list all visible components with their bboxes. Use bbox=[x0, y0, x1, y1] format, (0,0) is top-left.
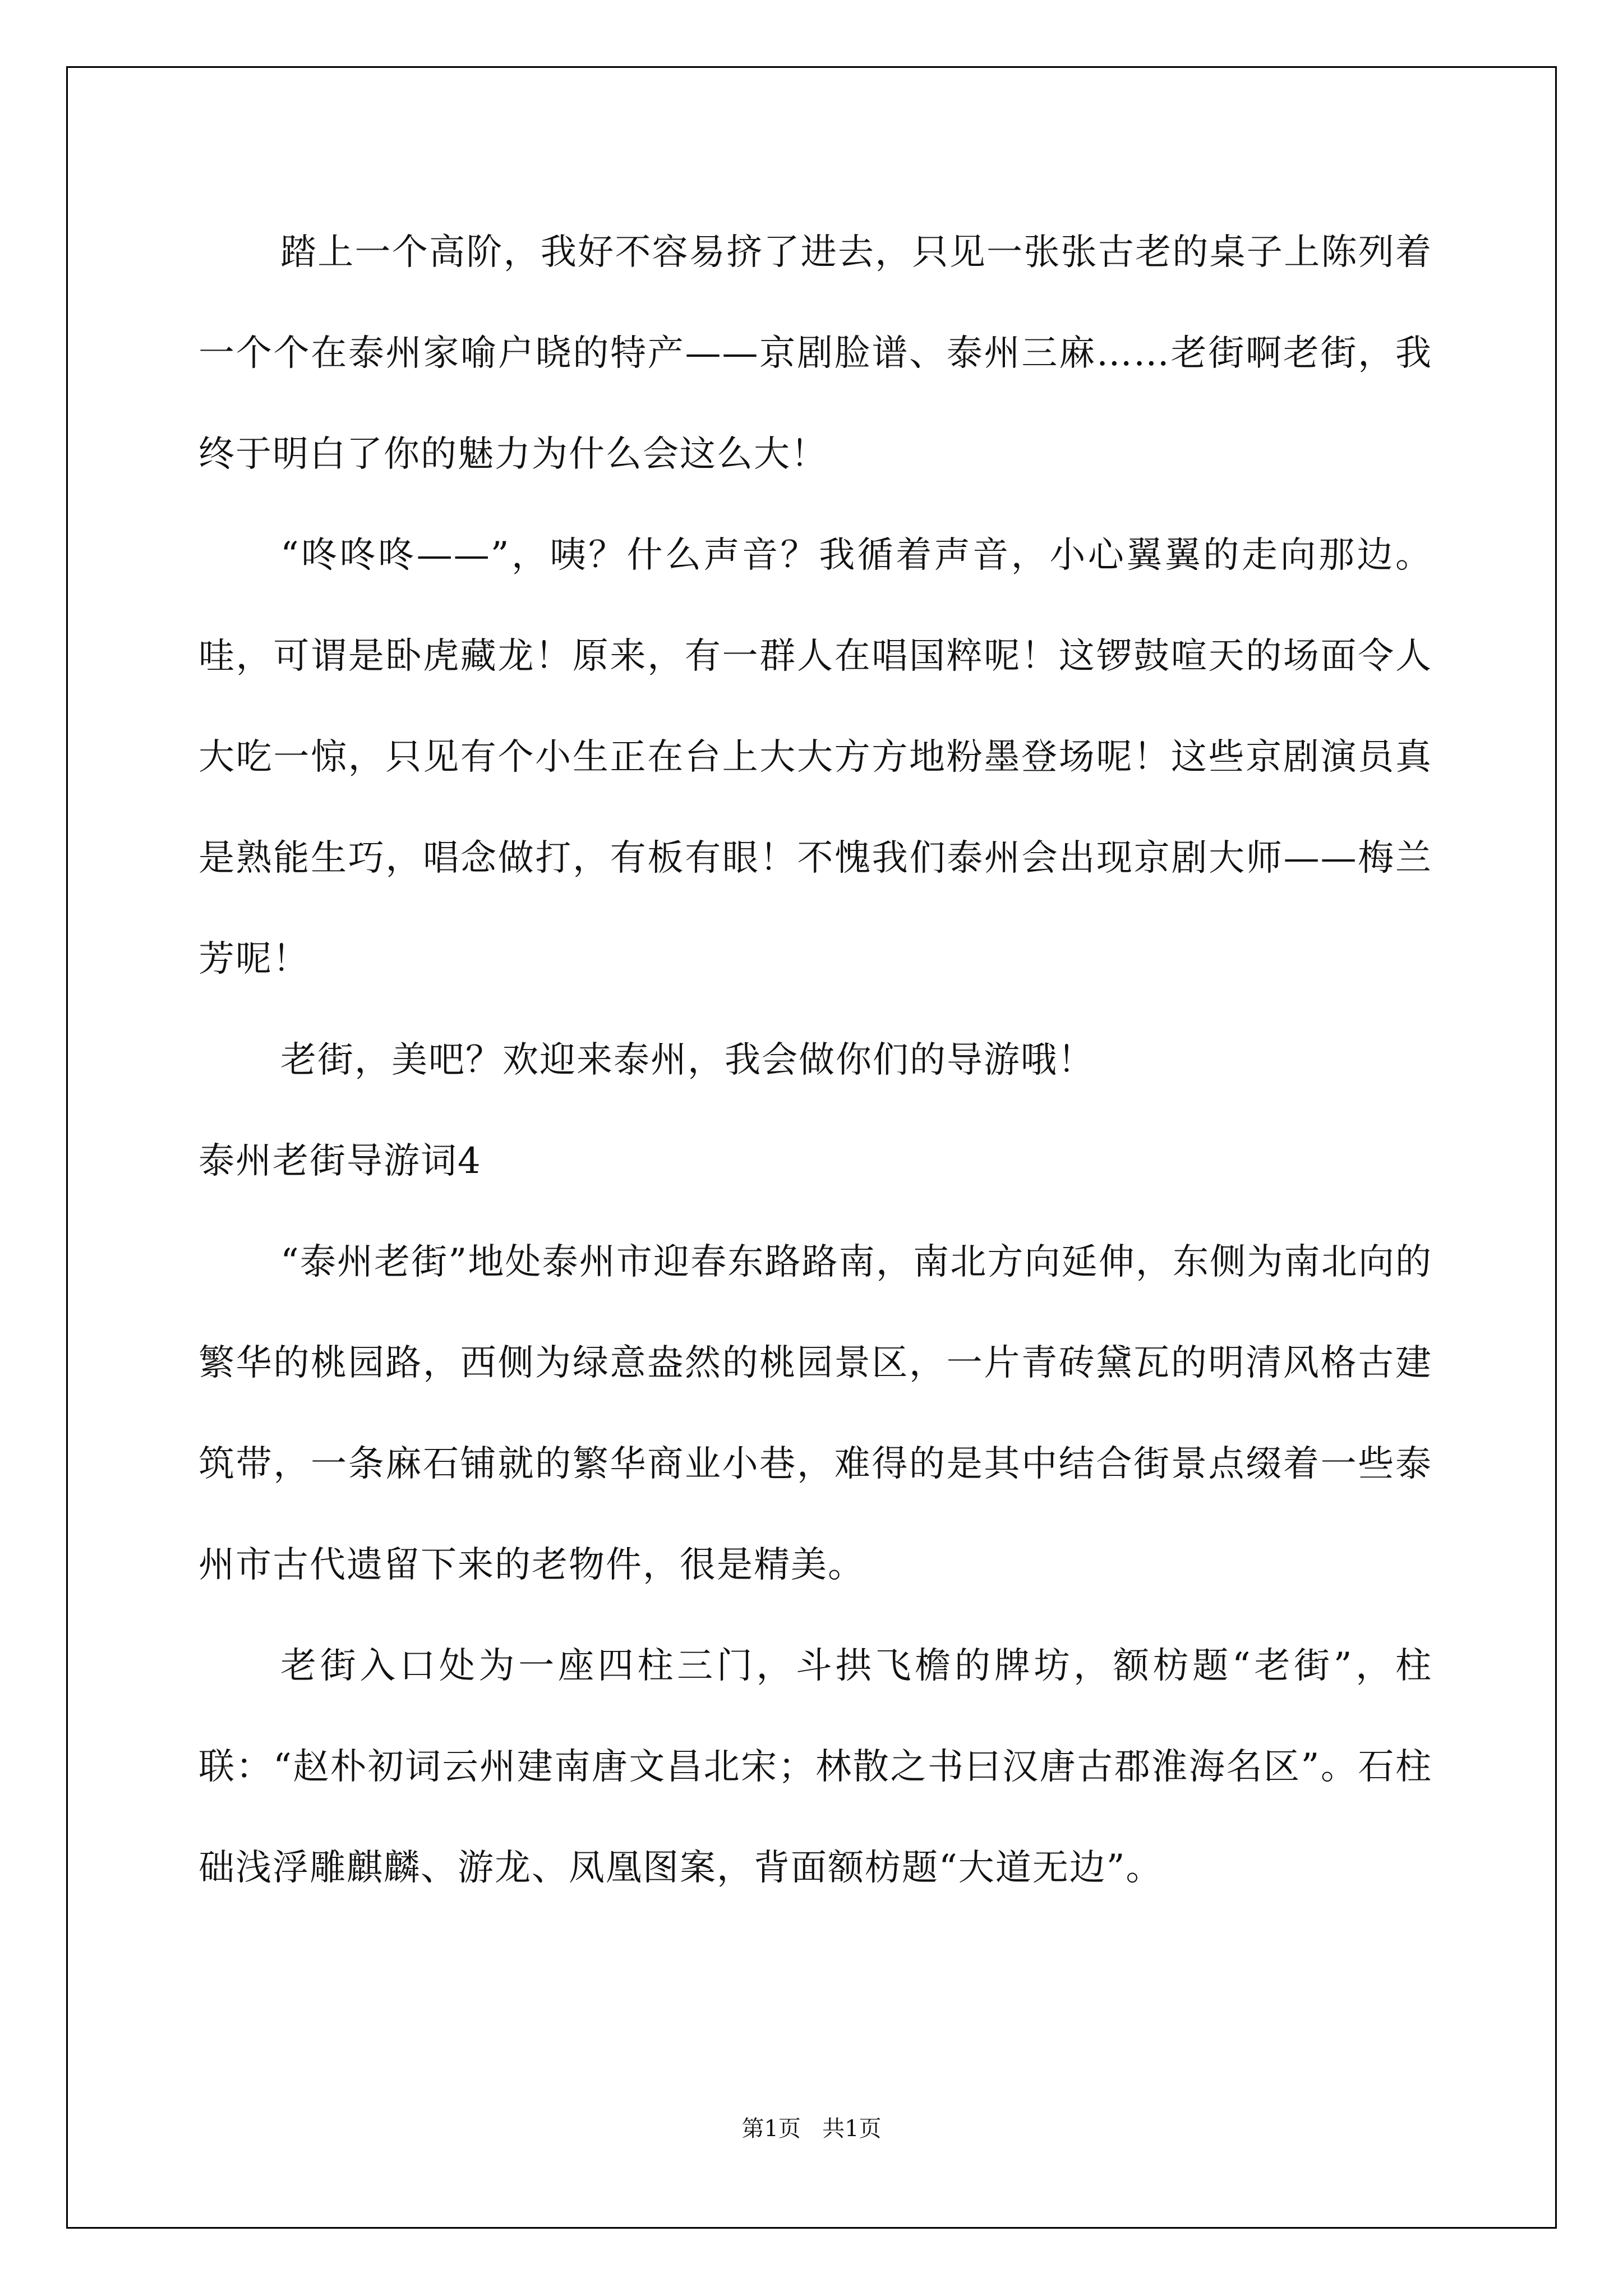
paragraph-4: “泰州老街”地处泰州市迎春东路路南，南北方向延伸，东侧为南北向的繁华的桃园路，西侧为绿意盎然的桃园景区，一片青砖黛瓦的明清风格古建筑带，一条麻石铺就的繁华商业小巷，难得的是其中结合街景点缀着一些泰州市古代遗留下来的老物件，很是精美。 bbox=[199, 1241, 1432, 1586]
page-total: 共1页 bbox=[822, 2116, 882, 2142]
paragraph-2: “咚咚咚——”，咦？什么声音？我循着声音，小心翼翼的走向那边。哇，可谓是卧虎藏龙！原来，有一群人在唱国粹呢！这锣鼓喧天的场面令人大吃一惊，只见有个小生正在台上大大方方地粉墨登场呢！这些京剧演员真是熟能生巧，唱念做打，有板有眼！不愧我们泰州会出现京剧大师——梅兰芳呢！ bbox=[199, 535, 1432, 980]
paragraph-3: 老街，美吧？欢迎来泰州，我会做你们的导游哦！ bbox=[280, 1039, 1095, 1081]
document-body bbox=[199, 202, 1432, 1918]
section-heading: 泰州老街导游词4 bbox=[199, 1140, 482, 1182]
page-footer bbox=[0, 2112, 1623, 2146]
page-number: 第1页 bbox=[741, 2116, 801, 2142]
paragraph-5: 老街入口处为一座四柱三门，斗拱飞檐的牌坊，额枋题“老街”，柱联：“赵朴初词云州建南唐文昌北宋；林散之书曰汉唐古郡淮海名区”。石柱础浅浮雕麒麟、游龙、凤凰图案，背面额枋题“大道无边”。 bbox=[199, 1645, 1432, 1889]
paragraph-1: 踏上一个高阶，我好不容易挤了进去，只见一张张古老的桌子上陈列着一个个在泰州家喻户晓的特产——京剧脸谱、泰州三麻……老街啊老街，我终于明白了你的魅力为什么会这么大！ bbox=[199, 232, 1432, 475]
